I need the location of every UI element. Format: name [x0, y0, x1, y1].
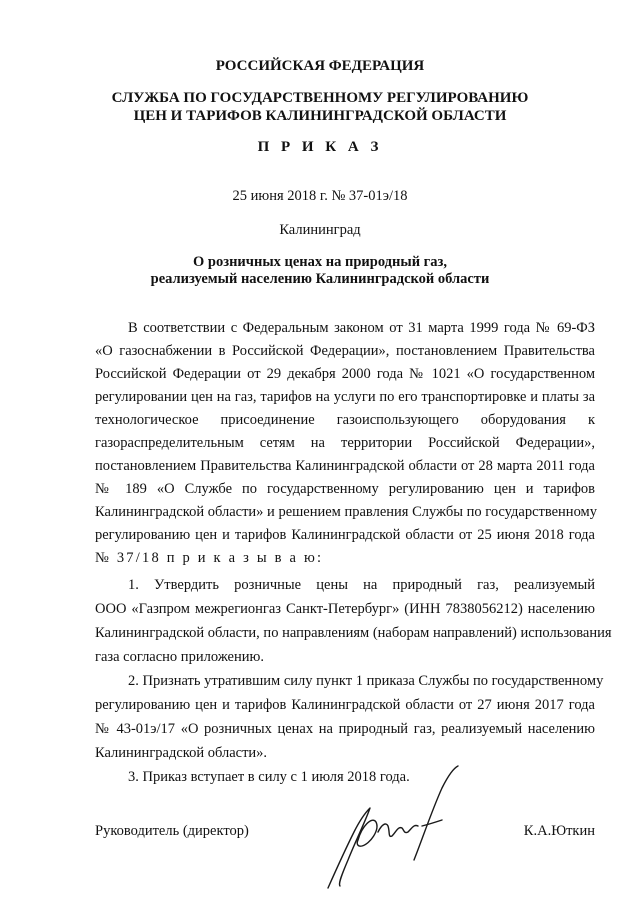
document-type-heading: П Р И К А З: [257, 139, 383, 155]
city: Калининград: [279, 222, 361, 238]
preamble-line: регулировании цен на газ, тарифов на услуги по его транспортировке и платы за: [95, 389, 595, 405]
subject-line1: О розничных ценах на природный газ,: [193, 254, 447, 270]
item1-line: газа согласно приложению.: [95, 649, 264, 665]
agency-heading-line1: СЛУЖБА ПО ГОСУДАРСТВЕННОМУ РЕГУЛИРОВАНИЮ: [111, 90, 529, 106]
item1-line: 1. Утвердить розничные цены на природный газ, реализуемый: [128, 577, 595, 593]
preamble-line: В соответствии с Федеральным законом от 31 марта 1999 года № 69-ФЗ: [128, 320, 595, 336]
item3-line: 3. Приказ вступает в силу с 1 июля 2018 года.: [128, 769, 410, 785]
date-and-number: 25 июня 2018 г. № 37-01э/18: [232, 188, 408, 204]
country-heading: РОССИЙСКАЯ ФЕДЕРАЦИЯ: [215, 58, 425, 74]
item2-line: 2. Признать утратившим силу пункт 1 приказа Службы по государственному: [128, 673, 604, 689]
preamble-line: газораспределительным сетям на территории Российской Федерации»,: [95, 435, 595, 451]
preamble-line: регулированию цен и тарифов Калининградской области от 25 июня 2018 года: [95, 527, 595, 543]
preamble-line: постановлением Правительства Калининградской области от 28 марта 2011 года: [95, 458, 595, 474]
item1-line: Калининградской области, по направлениям (наборам направлений) использования: [95, 625, 612, 641]
item2-line: № 43-01э/17 «О розничных ценах на природный газ, реализуемый населению: [95, 721, 595, 737]
preamble-line-order: № 37/18 п р и к а з ы в а ю:: [95, 550, 324, 566]
signer-name: К.А.Юткин: [523, 823, 595, 839]
subject-line2: реализуемый населению Калининградской области: [150, 271, 490, 287]
preamble-line: Калининградской области» и решением правления Службы по государственному: [95, 504, 597, 520]
item2-line: Калининградской области».: [95, 745, 268, 761]
preamble-line: № 189 «О Службе по государственному регулированию цен и тарифов: [95, 481, 595, 497]
agency-heading-line2: ЦЕН И ТАРИФОВ КАЛИНИНГРАДСКОЙ ОБЛАСТИ: [133, 108, 507, 124]
signer-title: Руководитель (директор): [95, 823, 249, 839]
handwritten-signature: [318, 760, 468, 900]
preamble-line: технологическое присоединение газоиспользующего оборудования к: [95, 412, 595, 428]
preamble-line: Российской Федерации от 29 декабря 2000 года № 1021 «О государственном: [95, 366, 595, 382]
item2-line: регулированию цен и тарифов Калининградской области от 27 июня 2017 года: [95, 697, 595, 713]
preamble-line: «О газоснабжении в Российской Федерации», постановлением Правительства: [95, 343, 595, 359]
item1-line: ООО «Газпром межрегионгаз Санкт-Петербург» (ИНН 7838056212) населению: [95, 601, 595, 617]
